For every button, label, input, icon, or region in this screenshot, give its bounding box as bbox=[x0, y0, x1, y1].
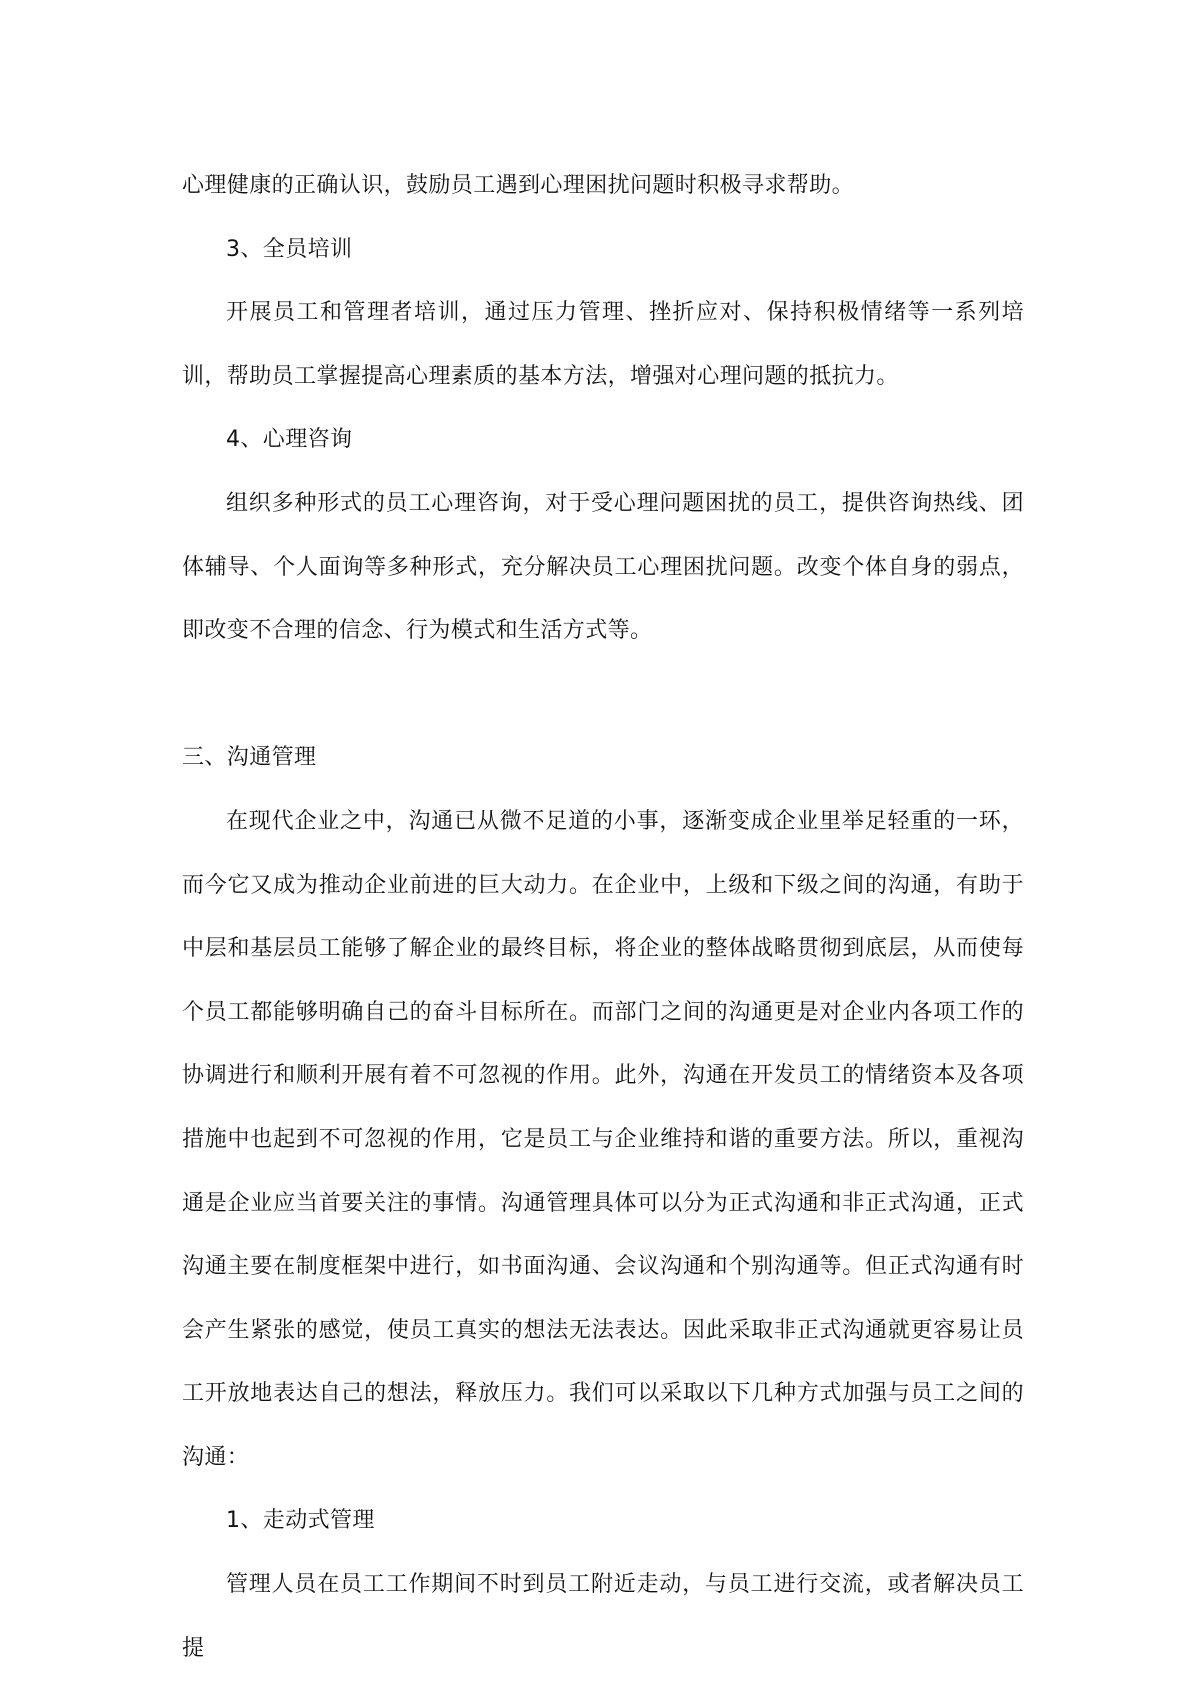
paragraph-continued: 心理健康的正确认识，鼓励员工遇到心理困扰问题时积极寻求帮助。 bbox=[182, 173, 855, 198]
paragraph-communication: 在现代企业之中，沟通已从微不足道的小事，逐渐变成企业里举足轻重的一环，而今它又成为推动企业前进的巨大动力。在企业中，上级和下级之间的沟通，有助于中层和基层员工能够了解企业的最终目标，将企业的整体战略贯彻到底层，从而使每个员工都能够明确自己的奋斗目标所在。而部门之间的沟通更是对企业内各项工作的协调进行和顺利开展有着不可忽视的作用。此外，沟通在开发员工的情绪资本及各项措施中也起到不可忽视的作用，它是员工与企业维持和谐的重要方法。所以，重视沟通是企业应当首要关注的事情。沟通管理具体可以分为正式沟通和非正式沟通，正式沟通主要在制度框架中进行，如书面沟通、会议沟通和个别沟通等。但正式沟通有时会产生紧张的感觉，使员工真实的想法无法表达。因此采取非正式沟通就更容易让员工开放地表达自己的想法，释放压力。我们可以采取以下几种方式加强与员工之间的沟通： bbox=[182, 808, 1024, 1470]
subheading-walk-around: 1、走动式管理 bbox=[226, 1508, 375, 1534]
document-body bbox=[182, 154, 1024, 1680]
paragraph-walk-around: 管理人员在员工工作期间不时到员工附近走动，与员工进行交流，或者解决员工提 bbox=[182, 1572, 1024, 1661]
section-heading-communication: 三、沟通管理 bbox=[182, 745, 317, 771]
subheading-counseling: 4、心理咨询 bbox=[226, 427, 353, 453]
subheading-training: 3、全员培训 bbox=[226, 236, 353, 262]
paragraph-training: 开展员工和管理者培训，通过压力管理、挫折应对、保持积极情绪等一系列培训，帮助员工掌握提高心理素质的基本方法，增强对心理问题的抵抗力。 bbox=[182, 300, 1024, 389]
paragraph-counseling: 组织多种形式的员工心理咨询，对于受心理问题困扰的员工，提供咨询热线、团体辅导、个人面询等多种形式，充分解决员工心理困扰问题。改变个体自身的弱点，即改变不合理的信念、行为模式和生活方式等。 bbox=[182, 490, 1024, 644]
